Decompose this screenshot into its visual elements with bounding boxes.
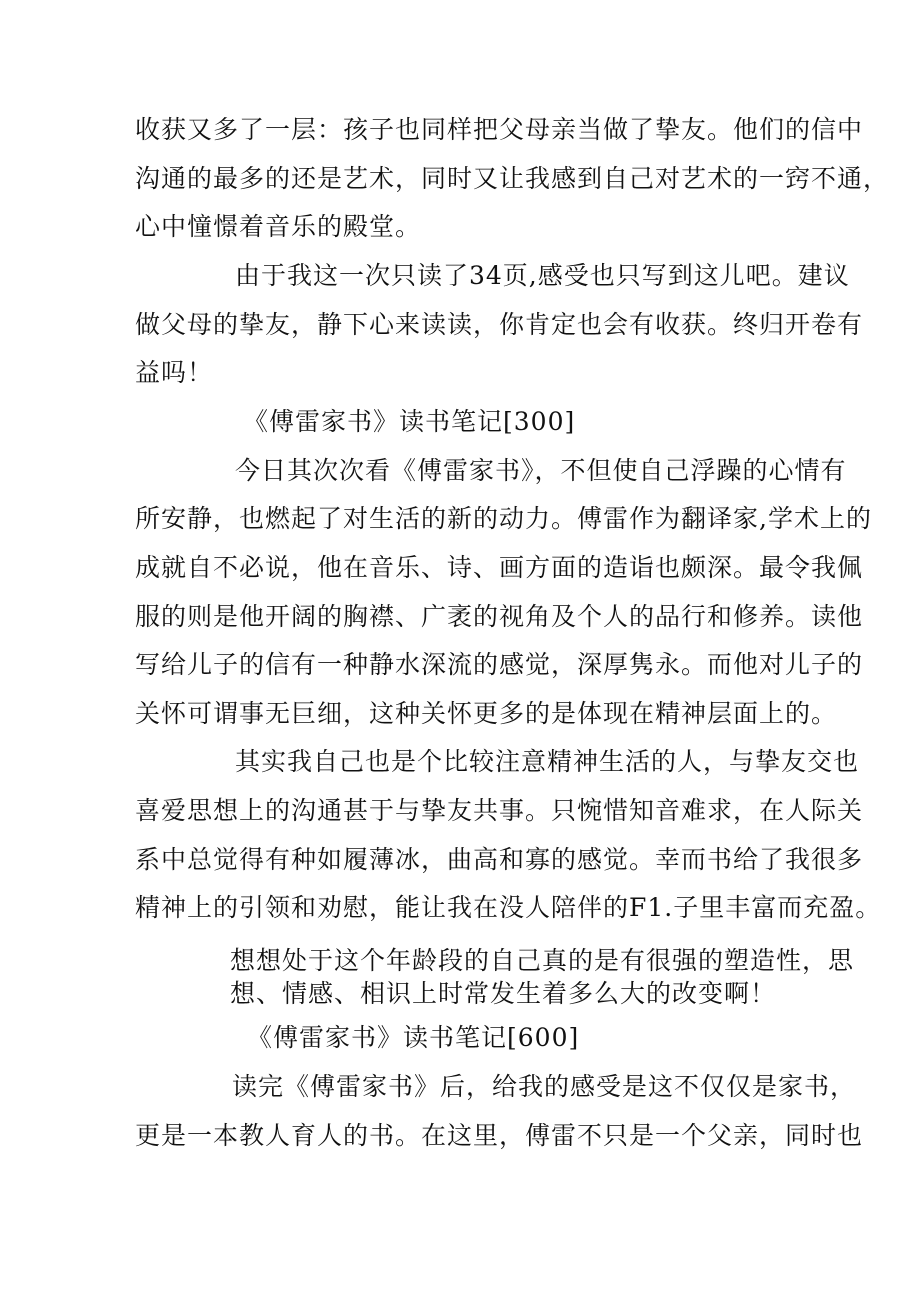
text-line: 成就自不必说，他在音乐、诗、画方面的造诣也颇深。最令我佩 (135, 553, 864, 582)
text-line: 所安静，也燃起了对生活的新的动力。傅雷作为翻译家,学术上的 (135, 504, 872, 533)
text-line: 益吗！ (135, 358, 214, 387)
text-line: 其实我自己也是个比较注意精神生活的人，与挚友交也 (235, 747, 860, 776)
text-line: 关怀可谓事无巨细，这种关怀更多的是体现在精神层面上的。 (135, 699, 838, 728)
text-line: 系中总觉得有种如履薄冰，曲高和寡的感觉。幸而书给了我很多 (135, 845, 864, 874)
section-heading: 《傅雷家书》读书笔记[600] (247, 1023, 580, 1052)
text-line: 读完《傅雷家书》后，给我的感受是这不仅仅是家书， (232, 1072, 857, 1101)
text-line: 想、情感、相识上时常发生着多么大的改变啊！ (230, 979, 777, 1008)
text-line: 沟通的最多的还是艺术，同时又让我感到自己对艺术的一窍不通， (135, 164, 890, 193)
text-line: 喜爱思想上的沟通甚于与挚友共事。只惋惜知音难求，在人际关 (135, 796, 864, 825)
text-line: 今日其次次看《傅雷家书》，不但使自己浮躁的心情有 (235, 456, 847, 485)
text-line: 做父母的挚友，静下心来读读，你肯定也会有收获。终归开卷有 (135, 310, 864, 339)
text-line: 写给儿子的信有一种静水深流的感觉，深厚隽永。而他对儿子的 (135, 650, 864, 679)
text-line: 心中憧憬着音乐的殿堂。 (135, 212, 422, 241)
text-line: 收获又多了一层：孩子也同样把父母亲当做了挚友。他们的信中 (135, 115, 864, 144)
text-line: 精神上的引领和劝慰，能让我在没人陪伴的F1.子里丰富而充盈。 (135, 893, 882, 922)
text-line: 更是一本教人育人的书。在这里，傅雷不只是一个父亲，同时也 (135, 1121, 864, 1150)
text-line: 由于我这一次只读了34页,感受也只写到这儿吧。建议 (235, 261, 850, 290)
text-line: 想想处于这个年龄段的自己真的是有很强的塑造性，思 (230, 946, 855, 975)
text-line: 服的则是他开阔的胸襟、广袤的视角及个人的品行和修养。读他 (135, 602, 864, 631)
section-heading: 《傅雷家书》读书笔记[300] (243, 407, 576, 436)
